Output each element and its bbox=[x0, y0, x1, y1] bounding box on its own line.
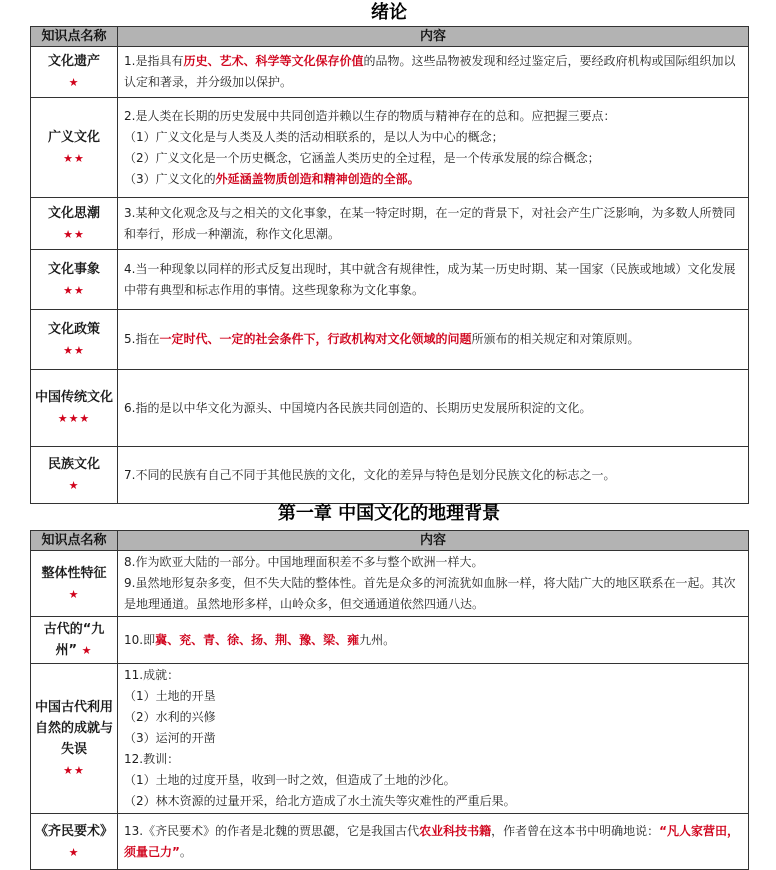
content-text: （2）林木资源的过量开采，给北方造成了水土流失等灾难性的严重后果。 bbox=[124, 794, 516, 808]
row-name bbox=[34, 619, 114, 661]
row-content bbox=[118, 447, 749, 504]
row-name-cell bbox=[31, 198, 118, 250]
stars-rating: ★★ bbox=[63, 343, 85, 357]
content-text: 1.是指具有 bbox=[124, 54, 184, 68]
row-content bbox=[118, 47, 749, 98]
row-content bbox=[118, 664, 749, 814]
table-header-row bbox=[31, 27, 749, 47]
stars-rating: ★ bbox=[68, 587, 80, 601]
header-name: 知识点名称 bbox=[31, 531, 118, 551]
row-name-cell bbox=[31, 664, 118, 814]
row-content bbox=[118, 250, 749, 310]
content-line bbox=[124, 106, 742, 127]
row-name: 文化事象 bbox=[47, 261, 100, 277]
content-text: 2.是人类在长期的历史发展中共同创造并赖以生存的物质与精神存在的总和。应把握三要点： bbox=[124, 108, 616, 123]
highlight-text: 农业科技书籍 bbox=[419, 823, 492, 838]
content-text: 10.即 bbox=[124, 632, 156, 647]
table-row bbox=[31, 250, 749, 310]
content-line bbox=[124, 728, 742, 749]
row-name: 文化政策 bbox=[47, 321, 100, 337]
content-line bbox=[124, 552, 742, 573]
content-text: 11.成就： bbox=[124, 668, 180, 682]
row-content bbox=[118, 310, 749, 370]
header-name: 知识点名称 bbox=[31, 27, 118, 47]
content-line bbox=[124, 707, 742, 728]
content-text: 5.指在 bbox=[124, 332, 160, 346]
row-name: 整体性特征 bbox=[41, 565, 107, 581]
highlight-text: 冀、兖、青、徐、扬、荆、豫、梁、雍 bbox=[155, 632, 360, 647]
highlight-text: “凡人家营田，须量己力” bbox=[124, 823, 740, 859]
content-text: 的品物。这些品物被发现和经过鉴定后，要经政府机构或国际组织加以认定和著录，并分级加以保护。 bbox=[124, 54, 736, 89]
highlight-text: 一定时代、一定的社会条件下，行政机构对文化领域的问题 bbox=[159, 332, 472, 346]
table-row bbox=[31, 370, 749, 447]
row-name-cell bbox=[31, 617, 118, 664]
content-text: 7.不同的民族有自己不同于其他民族的文化，文化的差异与特色是划分民族文化的标志之一。 bbox=[124, 467, 616, 482]
row-content bbox=[118, 617, 749, 664]
content-line bbox=[124, 127, 742, 148]
content-text: （1）土地的开垦 bbox=[124, 689, 216, 703]
content-line bbox=[124, 686, 742, 707]
row-content bbox=[118, 370, 749, 447]
section-title-intro: 绪论 bbox=[371, 2, 407, 23]
knowledge-table-chapter1 bbox=[30, 530, 749, 870]
table-row bbox=[31, 664, 749, 814]
row-name-cell bbox=[31, 310, 118, 370]
table-row bbox=[31, 198, 749, 250]
table-row bbox=[31, 47, 749, 98]
content-line bbox=[124, 203, 742, 245]
content-text: 12.教训： bbox=[124, 752, 180, 766]
stars-rating: ★★ bbox=[63, 227, 85, 241]
table-row bbox=[31, 617, 749, 664]
content-line bbox=[124, 770, 742, 791]
content-text: 。 bbox=[179, 844, 192, 859]
content-line bbox=[124, 259, 742, 301]
content-text: （2）广义文化是一个历史概念，它涵盖人类历史的全过程，是一个传承发展的综合概念； bbox=[124, 150, 600, 165]
content-line bbox=[124, 51, 742, 93]
content-line bbox=[124, 630, 742, 651]
stars-rating: ★★ bbox=[63, 151, 85, 165]
row-content bbox=[118, 551, 749, 617]
content-text: （3）运河的开凿 bbox=[124, 731, 216, 745]
content-text: （3）广义文化的 bbox=[124, 171, 216, 186]
content-text: 13.《齐民要术》的作者是北魏的贾思勰，它是我国古代 bbox=[124, 823, 420, 838]
stars-rating: ★ bbox=[68, 479, 80, 492]
table-row bbox=[31, 447, 749, 504]
content-text: 所颁布的相关规定和对策原则。 bbox=[471, 332, 640, 346]
stars-rating: ★★★ bbox=[57, 412, 91, 425]
table-row bbox=[31, 814, 749, 870]
content-text: 8.作为欧亚大陆的一部分。中国地理面积差不多与整个欧洲一样大。 bbox=[124, 555, 484, 569]
row-name-cell bbox=[31, 47, 118, 98]
row-name-cell bbox=[31, 98, 118, 198]
row-name: 文化思潮 bbox=[47, 205, 100, 221]
stars-rating: ★★ bbox=[63, 763, 85, 777]
content-line bbox=[124, 665, 742, 686]
row-content bbox=[118, 814, 749, 870]
row-name-cell bbox=[31, 551, 118, 617]
row-name-cell bbox=[31, 814, 118, 870]
highlight-text: 外延涵盖物质创造和精神创造的全部。 bbox=[215, 171, 420, 186]
content-line bbox=[124, 821, 742, 863]
stars-rating: ★ bbox=[68, 76, 80, 89]
row-name bbox=[34, 821, 114, 863]
stars-rating: ★ bbox=[68, 845, 80, 859]
row-name: 广义文化 bbox=[47, 129, 100, 145]
content-line bbox=[124, 791, 742, 812]
content-line bbox=[124, 329, 742, 350]
content-line bbox=[124, 169, 742, 190]
knowledge-table-intro bbox=[30, 26, 749, 504]
section-title-chapter1: 第一章 中国文化的地理背景 bbox=[277, 503, 501, 524]
content-text: （2）水利的兴修 bbox=[124, 710, 216, 724]
stars-rating: ★★ bbox=[63, 283, 85, 297]
row-name-cell bbox=[31, 370, 118, 447]
content-text: 3.某种文化观念及与之相关的文化事象，在某一特定时期，在一定的背景下，对社会产生广泛影响，为多数人所赞同和奉行，形成一种潮流，称作文化思潮。 bbox=[124, 205, 736, 241]
stars-rating: ★ bbox=[81, 644, 93, 657]
content-line bbox=[124, 398, 742, 419]
table-row bbox=[31, 98, 749, 198]
table-row bbox=[31, 551, 749, 617]
content-text: 6.指的是以中华文化为源头、中国境内各民族共同创造的、长期历史发展所积淀的文化。 bbox=[124, 400, 592, 415]
header-content: 内容 bbox=[118, 27, 749, 47]
row-content bbox=[118, 198, 749, 250]
content-text: 九州。 bbox=[359, 632, 396, 647]
table-header-row bbox=[31, 531, 749, 551]
table-row bbox=[31, 310, 749, 370]
content-line bbox=[124, 465, 742, 486]
row-name: 民族文化 bbox=[47, 457, 100, 472]
row-name: 文化遗产 bbox=[47, 54, 100, 69]
row-name: 中国传统文化 bbox=[34, 390, 113, 405]
content-text: 9.虽然地形复杂多变，但不失大陆的整体性。首先是众多的河流犹如血脉一样，将大陆广大的地区联系在一起。其次是地理通道。虽然地形多样，山岭众多，但交通通道依然四通八达。 bbox=[124, 576, 736, 611]
header-content: 内容 bbox=[118, 531, 749, 551]
content-text: （1）土地的过度开垦，收到一时之效，但造成了土地的沙化。 bbox=[124, 773, 456, 787]
row-name-text: 古代的“九州” bbox=[43, 622, 105, 658]
content-line bbox=[124, 573, 742, 615]
highlight-text: 历史、艺术、科学等文化保存价值 bbox=[183, 54, 364, 68]
row-name-text: 《齐民要术》 bbox=[34, 823, 113, 839]
content-line bbox=[124, 148, 742, 169]
row-content bbox=[118, 98, 749, 198]
row-name-cell bbox=[31, 250, 118, 310]
row-name-cell bbox=[31, 447, 118, 504]
content-text: （1）广义文化是与人类及人类的活动相联系的，是以人为中心的概念； bbox=[124, 129, 504, 144]
content-text: ，作者曾在这本书中明确地说： bbox=[491, 823, 660, 838]
content-text: 4.当一种现象以同样的形式反复出现时，其中就含有规律性，成为某一历史时期、某一国家（民族或地域）文化发展中带有典型和标志作用的事情。这些现象称为文化事象。 bbox=[124, 261, 736, 297]
content-line bbox=[124, 749, 742, 770]
row-name: 中国古代利用自然的成就与失误 bbox=[34, 699, 113, 757]
